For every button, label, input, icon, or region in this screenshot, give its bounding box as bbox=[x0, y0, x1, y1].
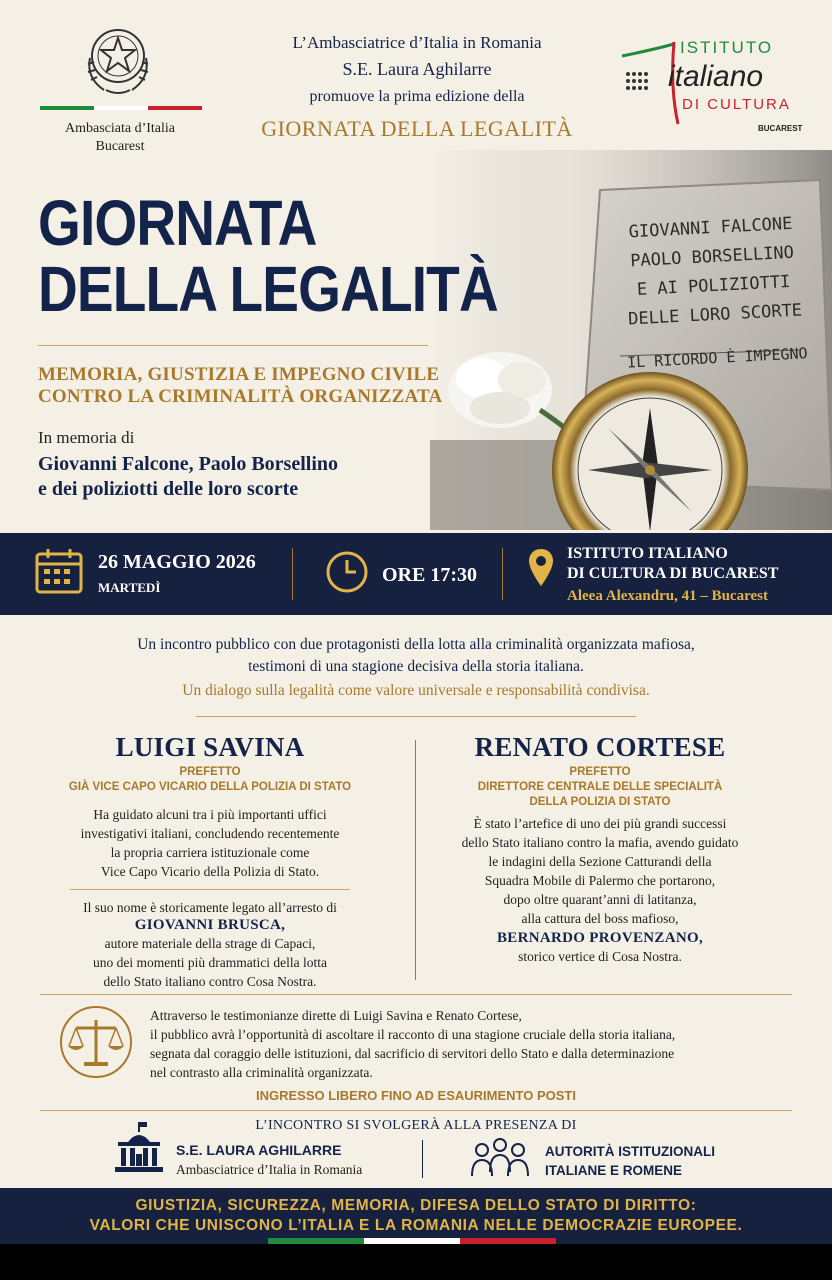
iic-logo: ISTITUTO italiano DI CULTURA BUCAREST bbox=[612, 28, 812, 138]
memoria-names: Giovanni Falcone, Paolo Borsellino e dei poliziotti delle loro scorte bbox=[38, 453, 339, 500]
scales-of-justice-icon bbox=[58, 1004, 134, 1080]
closing-text: Attraverso le testimonianze dirette di Luigi Savina e Renato Cortese, il pubblico avrà l’opportunità di ascoltare il racconto di una stagione cruciale della storia italiana, segnata dal coraggio delle istituzioni, dal sacrificio di servitori dello Stato e dalla determinazione nel contrasto alla criminalità organizzata. bbox=[150, 1008, 676, 1080]
highlight-name: BERNARDO PROVENZANO, bbox=[496, 930, 703, 946]
embassy-building-icon bbox=[112, 1120, 166, 1174]
speaker-savina: LUIGI SAVINA PREFETTO GIÀ VICE CAPO VICARIO DELLA POLIZIA DI STATO Ha guidato alcuni tra i più importanti uffici investigativi italiani, concludendo recentemente la propria carriera istituzionale come Vice Capo Vicario della Polizia di Stato. Il suo nome è storicamente legato all’arresto di GIOVANNI BRUSCA, autore materiale della strage di Capaci, uno dei momenti più drammatici della lotta dello Stato italiano contro Cosa Nostra. bbox=[40, 732, 380, 991]
main-title: GIORNATA DELLA LEGALITÀ bbox=[38, 187, 498, 325]
event-weekday: MARTEDÌ bbox=[98, 580, 161, 595]
event-venue: ISTITUTO ITALIANO DI CULTURA DI BUCAREST bbox=[567, 545, 779, 582]
event-address: Aleea Alexandru, 41 – Bucarest bbox=[567, 588, 768, 604]
location-pin-icon bbox=[528, 548, 554, 588]
title-divider bbox=[38, 345, 428, 346]
info-divider bbox=[502, 548, 503, 600]
memoria-intro: In memoria di bbox=[38, 428, 135, 447]
footer-slogan: GIUSTIZIA, SICUREZZA, MEMORIA, DIFESA DELLO STATO DI DIRITTO: VALORI CHE UNISCONO L’ITALIA E LA ROMANIA NELLE DEMOCRAZIE EUROPEE. bbox=[89, 1197, 743, 1234]
free-entry-notice: INGRESSO LIBERO FINO AD ESAURIMENTO POSTI bbox=[256, 1088, 576, 1103]
presence-heading: L’INCONTRO SI SVOLGERÀ ALLA PRESENZA DI bbox=[255, 1118, 577, 1133]
speaker-bio: Ha guidato alcuni tra i più importanti uffici investigativi italiani, concludendo recentemente la propria carriera istituzionale come Vice Capo Vicario della Polizia di Stato. bbox=[80, 807, 340, 879]
clock-icon bbox=[325, 550, 369, 594]
hero-subtitle: MEMORIA, GIUSTIZIA E IMPEGNO CIVILE CONTRO LA CRIMINALITÀ ORGANIZZATA bbox=[38, 364, 443, 407]
guests-divider bbox=[422, 1140, 423, 1178]
speakers-divider bbox=[415, 740, 416, 980]
presence-divider bbox=[40, 1110, 792, 1111]
italian-emblem-icon bbox=[80, 18, 156, 98]
calendar-icon bbox=[34, 547, 84, 595]
bio-divider bbox=[70, 889, 350, 890]
header-event-name: GIORNATA DELLA LEGALITÀ bbox=[261, 116, 573, 141]
header-promotes: promuove la prima edizione della bbox=[309, 88, 525, 105]
italian-flag-stripe bbox=[268, 1238, 556, 1244]
event-date: 26 MAGGIO 2026 bbox=[98, 551, 256, 573]
italian-flag-line bbox=[40, 106, 202, 110]
memorial-plaque: GIOVANNI FALCONE PAOLO BORSELLINO E AI POLIZIOTTI DELLE LORO SCORTE IL RICORDO È IMPEGNO bbox=[626, 213, 809, 372]
closing-divider bbox=[40, 994, 792, 995]
guest-ambassador-role: Ambasciatrice d’Italia in Romania bbox=[176, 1162, 363, 1177]
intro-tagline: Un dialogo sulla legalità come valore universale e responsabilità condivisa. bbox=[182, 682, 650, 699]
info-divider bbox=[292, 548, 293, 600]
guest-authorities: AUTORITÀ ISTITUZIONALI ITALIANE E ROMENE bbox=[545, 1144, 715, 1178]
header-announcement: L’Ambasciatrice d’Italia in Romania S.E. Laura Aghilarre bbox=[292, 33, 542, 79]
speaker-cortese: RENATO CORTESE PREFETTO DIRETTORE CENTRALE DELLE SPECIALITÀ DELLA POLIZIA DI STATO È stato l’artefice di uno dei più grandi successi dello Stato italiano contro la mafia, avendo guidato le indagini della Sezione Catturandi della Squadra Mobile di Palermo che portarono, dopo oltre quarant’anni di latitanza, alla cattura del boss mafioso, BERNARDO PROVENZANO, storico vertice di Cosa Nostra. bbox=[430, 732, 770, 966]
guest-ambassador-name: S.E. LAURA AGHILARRE bbox=[176, 1142, 342, 1158]
highlight-name: GIOVANNI BRUSCA, bbox=[134, 917, 286, 933]
intro-divider bbox=[196, 716, 636, 717]
people-group-icon bbox=[470, 1136, 530, 1180]
speaker-bio: È stato l’artefice di uno dei più grandi successi dello Stato italiano contro la mafia, avendo guidato le indagini della Sezione Catturandi della Squadra Mobile di Palermo che portarono, dopo oltre quarant’anni di latitanza, alla cattura del boss mafioso, bbox=[461, 816, 739, 926]
intro-text: Un incontro pubblico con due protagonisti della lotta alla criminalità organizzata mafiosa, testimoni di una stagione decisiva della storia italiana. bbox=[137, 636, 695, 675]
event-time: ORE 17:30 bbox=[382, 564, 477, 586]
embassy-name: Ambasciata d’Italia Bucarest bbox=[64, 121, 175, 154]
